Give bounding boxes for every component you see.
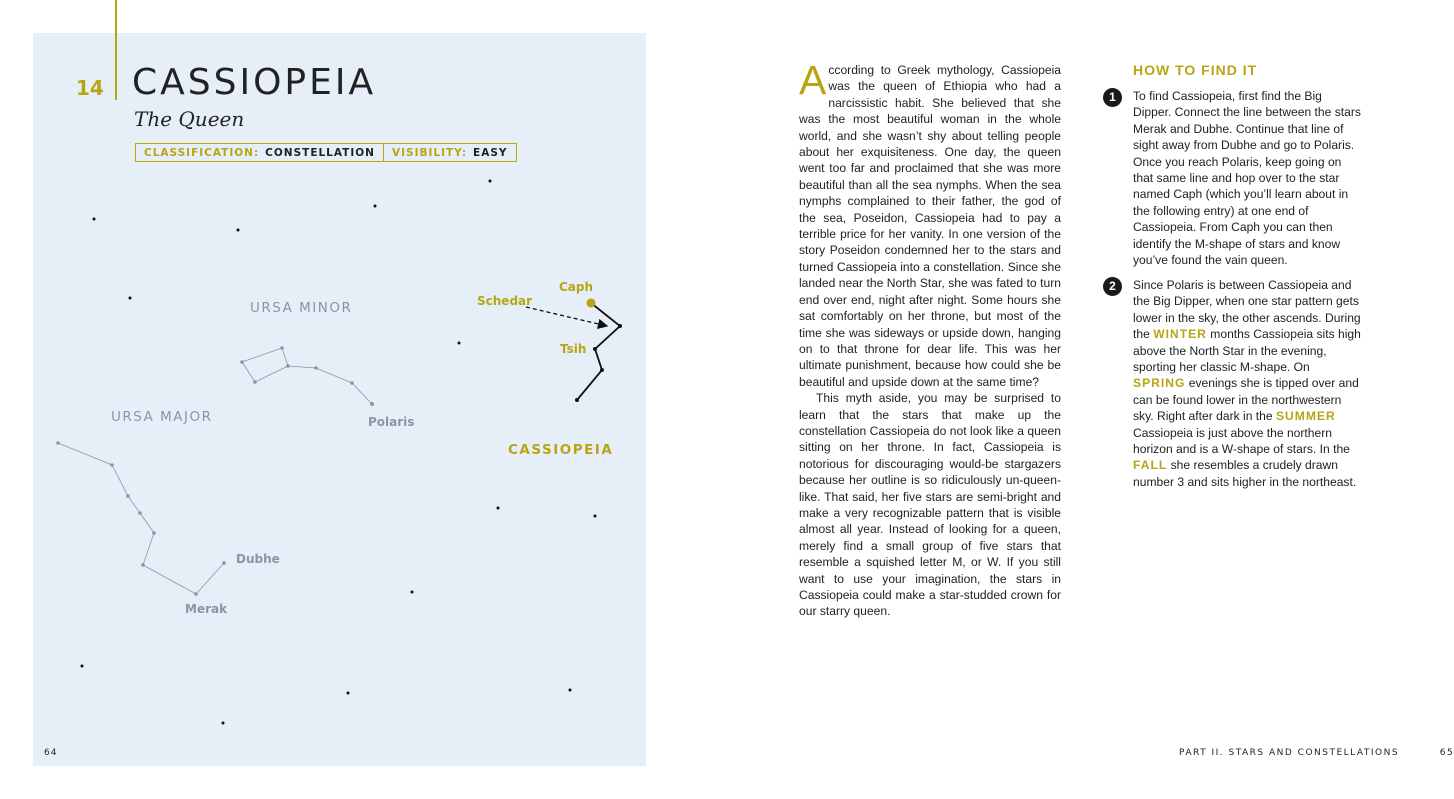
step-2-text-e: she resembles a crudely drawn number 3 and sits higher in the northeast. [1133, 458, 1357, 489]
label-dubhe: Dubhe [236, 552, 280, 566]
step-2-text-a: Since Polaris is between Cassiopeia and the Big Dipper, when one star pattern gets lower in the sky, the other ascends. During the [1133, 278, 1361, 342]
visibility-value: EASY [473, 146, 508, 159]
page-subtitle: The Queen [134, 107, 245, 131]
season-spring: SPRING [1133, 376, 1186, 391]
right-page-number: 65 [1439, 748, 1454, 758]
paragraph-2: This myth aside, you may be surprised to learn that the stars that make up the constellation Cassiopeia do not look like a queen sitting on her throne. In fact, Cassiopeia is notorious for discouraging would-be stargazers because her outline is so ridiculously un-queen-like. That said, her five stars are semi-bright and make a very recognizable pattern that is visible almost all year. Instead of looking for a queen, merely find a small group of five stars that resemble a squished letter M, or W. If you still want to use your imagination, the stars in Cassiopeia could make a star-studded crown for our starry queen. [799, 391, 1061, 619]
step-1-number: 1 [1103, 88, 1122, 107]
step-2-text-d: Cassiopeia is just above the northern horizon and is a W-shape of stars. In the [1133, 425, 1350, 457]
visibility-label: VISIBILITY: [391, 146, 468, 159]
label-schedar: Schedar [477, 294, 533, 308]
label-cassiopeia: CASSIOPEIA [508, 442, 614, 458]
paragraph-1 [799, 57, 1061, 390]
step-1-text: To find Cassiopeia, first find the Big Dipper. Connect the line between the stars Merak and Dubhe. Continue that line of sight away from Dubhe and go to Polaris. Once you reach Polaris, keep going on that same line and hop over to the star named Caph (which you’ll learn about in the following entry) at one end of Cassiopeia. From Caph you can then identify the M-shape of stars and know you’ve found the vain queen. [1133, 89, 1361, 268]
step-2-number: 2 [1103, 277, 1122, 296]
classification-label: CLASSIFICATION: [144, 146, 260, 159]
chapter-number: 14 [76, 76, 104, 100]
star-map [0, 0, 646, 766]
step-1 [1109, 88, 1361, 268]
step-2-text-b: months Cassiopeia sits high above the North Star in the evening, sporting her classic M-shape. On [1133, 327, 1361, 375]
classification-value: CONSTELLATION [265, 146, 375, 159]
body-text [799, 57, 1061, 620]
ursa-minor-lines [241, 347, 374, 406]
how-to-heading: HOW TO FIND IT [1133, 62, 1258, 78]
label-ursa-major: URSA MAJOR [111, 409, 213, 425]
label-merak: Merak [185, 602, 228, 616]
left-page-number: 64 [44, 748, 58, 758]
page-footer [1179, 748, 1454, 758]
season-summer: SUMMER [1275, 409, 1336, 424]
step-2-text-c: evenings she is tipped over and can be found lower in the northwestern sky. Right after dark in the [1133, 376, 1359, 424]
label-caph: Caph [559, 280, 594, 294]
ursa-major-lines [57, 442, 226, 596]
label-tsih: Tsih [560, 342, 587, 356]
season-fall: FALL [1133, 458, 1168, 473]
paragraph-1-text: ccording to Greek mythology, Cassiopeia was the queen of Ethiopia who had a narcissistic habit. She believed that she was the most beautiful woman in the whole world, and she wasn’t shy about telling people about her exquisiteness. One day, the queen went too far and proclaimed that she was more beautiful than all the sea nymphs. When the sea nymphs complained to their father, the god of the sea, Poseidon, Cassiopeia had to pay a terrible price for her vanity. In one version of the story Poseidon condemned her to the stars and turned Cassiopeia into a constellation. Since she landed near the North Star, she was fated to turn end over end, night after night. Some hours she sat comfortably on her throne, but most of the time she was sideways or upside down, hanging on to that throne for dear life. This was her ultimate punishment, because how could she be beautiful and upside down at the same time? [799, 63, 1061, 389]
label-polaris: Polaris [368, 415, 415, 429]
season-winter: WINTER [1153, 327, 1207, 342]
page-title: CASSIOPEIA [132, 62, 377, 103]
running-head: PART II. STARS AND CONSTELLATIONS [1179, 748, 1400, 758]
step-2 [1109, 277, 1361, 490]
drop-cap: A [799, 57, 827, 103]
label-ursa-minor: URSA MINOR [250, 300, 353, 316]
caph-star [587, 299, 596, 308]
